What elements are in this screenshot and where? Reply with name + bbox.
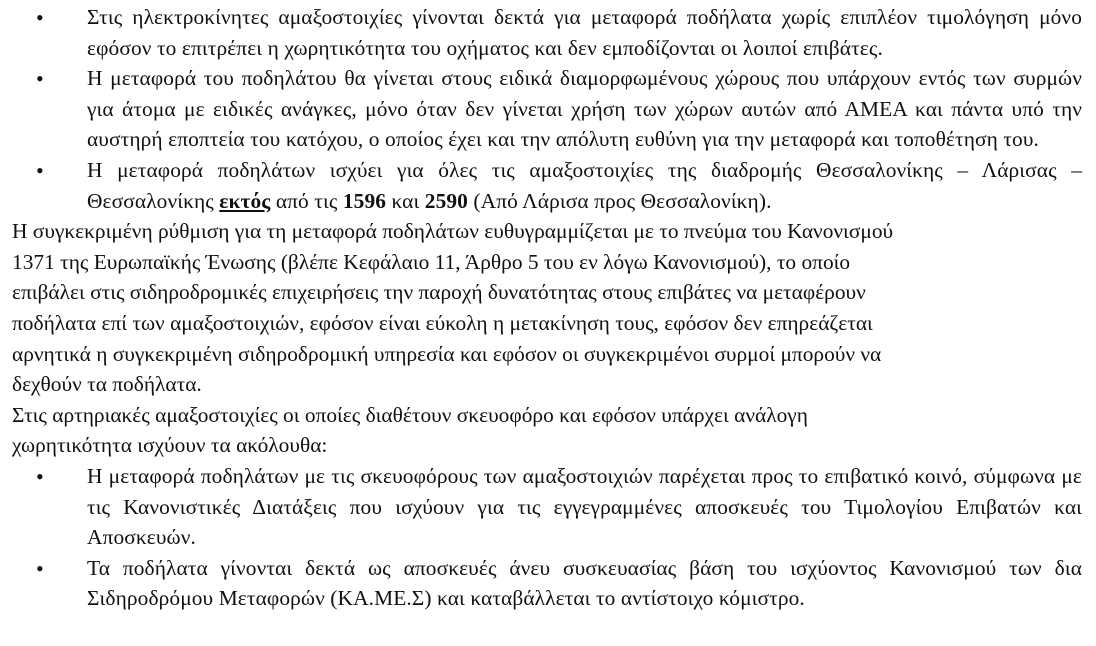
baggage-car-paragraph — [0, 400, 1096, 461]
bullet-icon: • — [36, 66, 44, 92]
list-item — [0, 553, 1096, 614]
paragraph-line: Η συγκεκριμένη ρύθμιση για τη μεταφορά ποδηλάτων ευθυγραμμίζεται με το πνεύμα του Κανονισμού — [12, 219, 894, 244]
paragraph-line: ποδήλατα επί των αμαξοστοιχιών, εφόσον είναι εύκολη η μετακίνηση τους, εφόσον δεν επηρεάζεται — [12, 310, 873, 335]
paragraph-line: χωρητικότητα ισχύουν τα ακόλουθα: — [12, 433, 328, 458]
bullet-icon: • — [36, 555, 44, 581]
bullet-list-baggage-cars — [0, 461, 1096, 614]
paragraph-line: αρνητικά η συγκεκριμένη σιδηροδρομική υπηρεσία και εφόσον οι συγκεκριμένοι συρμοί μπορούν να — [12, 341, 882, 366]
list-item — [0, 2, 1096, 63]
bullet-icon: • — [36, 157, 44, 183]
list-item-text: Η μεταφορά ποδηλάτων με τις σκευοφόρους των αμαξοστοιχιών παρέχεται προς το επιβατικό κοινό, σύμφωνα με τις Κανονιστικές Διατάξεις που ισχύουν για τις εγγεγραμμένες αποσκευές του Τιμολογίου Επιβατών και Αποσκευών. — [87, 463, 1082, 550]
bullet-icon: • — [36, 463, 44, 489]
train-number-2590: 2590 — [424, 188, 468, 213]
bullet-list-electric-trains — [0, 2, 1096, 216]
paragraph-line: Στις αρτηριακές αμαξοστοιχίες οι οποίες διαθέτουν σκευοφόρο και εφόσον υπάρχει ανάλογη — [12, 402, 808, 427]
paragraph-line: 1371 της Ευρωπαϊκής Ένωσης (βλέπε Κεφάλαιο 11, Άρθρο 5 του εν λόγω Κανονισμού), το οποίο — [12, 249, 851, 274]
list-item — [0, 155, 1096, 216]
paragraph-line: επιβάλει στις σιδηροδρομικές επιχειρήσεις την παροχή δυνατότητας στους επιβάτες να μεταφέρουν — [12, 280, 866, 305]
regulation-paragraph — [0, 216, 1096, 400]
paragraph-line: δεχθούν τα ποδήλατα. — [12, 372, 202, 397]
list-item-text: Στις ηλεκτροκίνητες αμαξοστοιχίες γίνονται δεκτά για μεταφορά ποδήλατα χωρίς επιπλέον τιμολόγηση μόνο εφόσον το επιτρέπει η χωρητικότητα του οχήματος και δεν εμποδίζονται οι λοιποί επιβάτες. — [87, 5, 1082, 60]
except-emphasis: εκτός — [219, 188, 271, 213]
route-text-end: (Από Λάρισα προς Θεσσαλονίκη). — [467, 188, 772, 213]
route-text-mid: από τις — [270, 188, 343, 213]
train-number-1596: 1596 — [342, 188, 387, 213]
list-item-text: Η μεταφορά του ποδηλάτου θα γίνεται στους ειδικά διαμορφωμένους χώρους που υπάρχουν εντός των συρμών για άτομα με ειδικές ανάγκες, μόνο όταν δεν γίνεται χρήση των χώρων αυτών από ΑΜΕΑ και πάντα υπό την αυστηρή εποπτεία του κατόχου, ο οποίος έχει και την απόλυτη ευθύνη για την μεταφορά και τοποθέτηση του. — [87, 66, 1082, 152]
route-text-and: και — [386, 188, 425, 213]
list-item-text — [87, 155, 1082, 216]
bullet-icon: • — [36, 5, 44, 30]
list-item — [0, 63, 1096, 155]
list-item — [0, 461, 1096, 553]
route-text: Η μεταφορά ποδηλάτων ισχύει για όλες τις αμαξοστοιχίες της διαδρομής Θεσσαλονίκης – Λάρισας – Θεσσαλονίκης — [87, 157, 1082, 213]
list-item-text: Τα ποδήλατα γίνονται δεκτά ως αποσκευές άνευ συσκευασίας βάση του ισχύοντος Κανονισμού των δια Σιδηροδρόμου Μεταφορών (ΚΑ.ΜΕ.Σ) και καταβάλλεται το αντίστοιχο κόμιστρο. — [87, 555, 1082, 611]
